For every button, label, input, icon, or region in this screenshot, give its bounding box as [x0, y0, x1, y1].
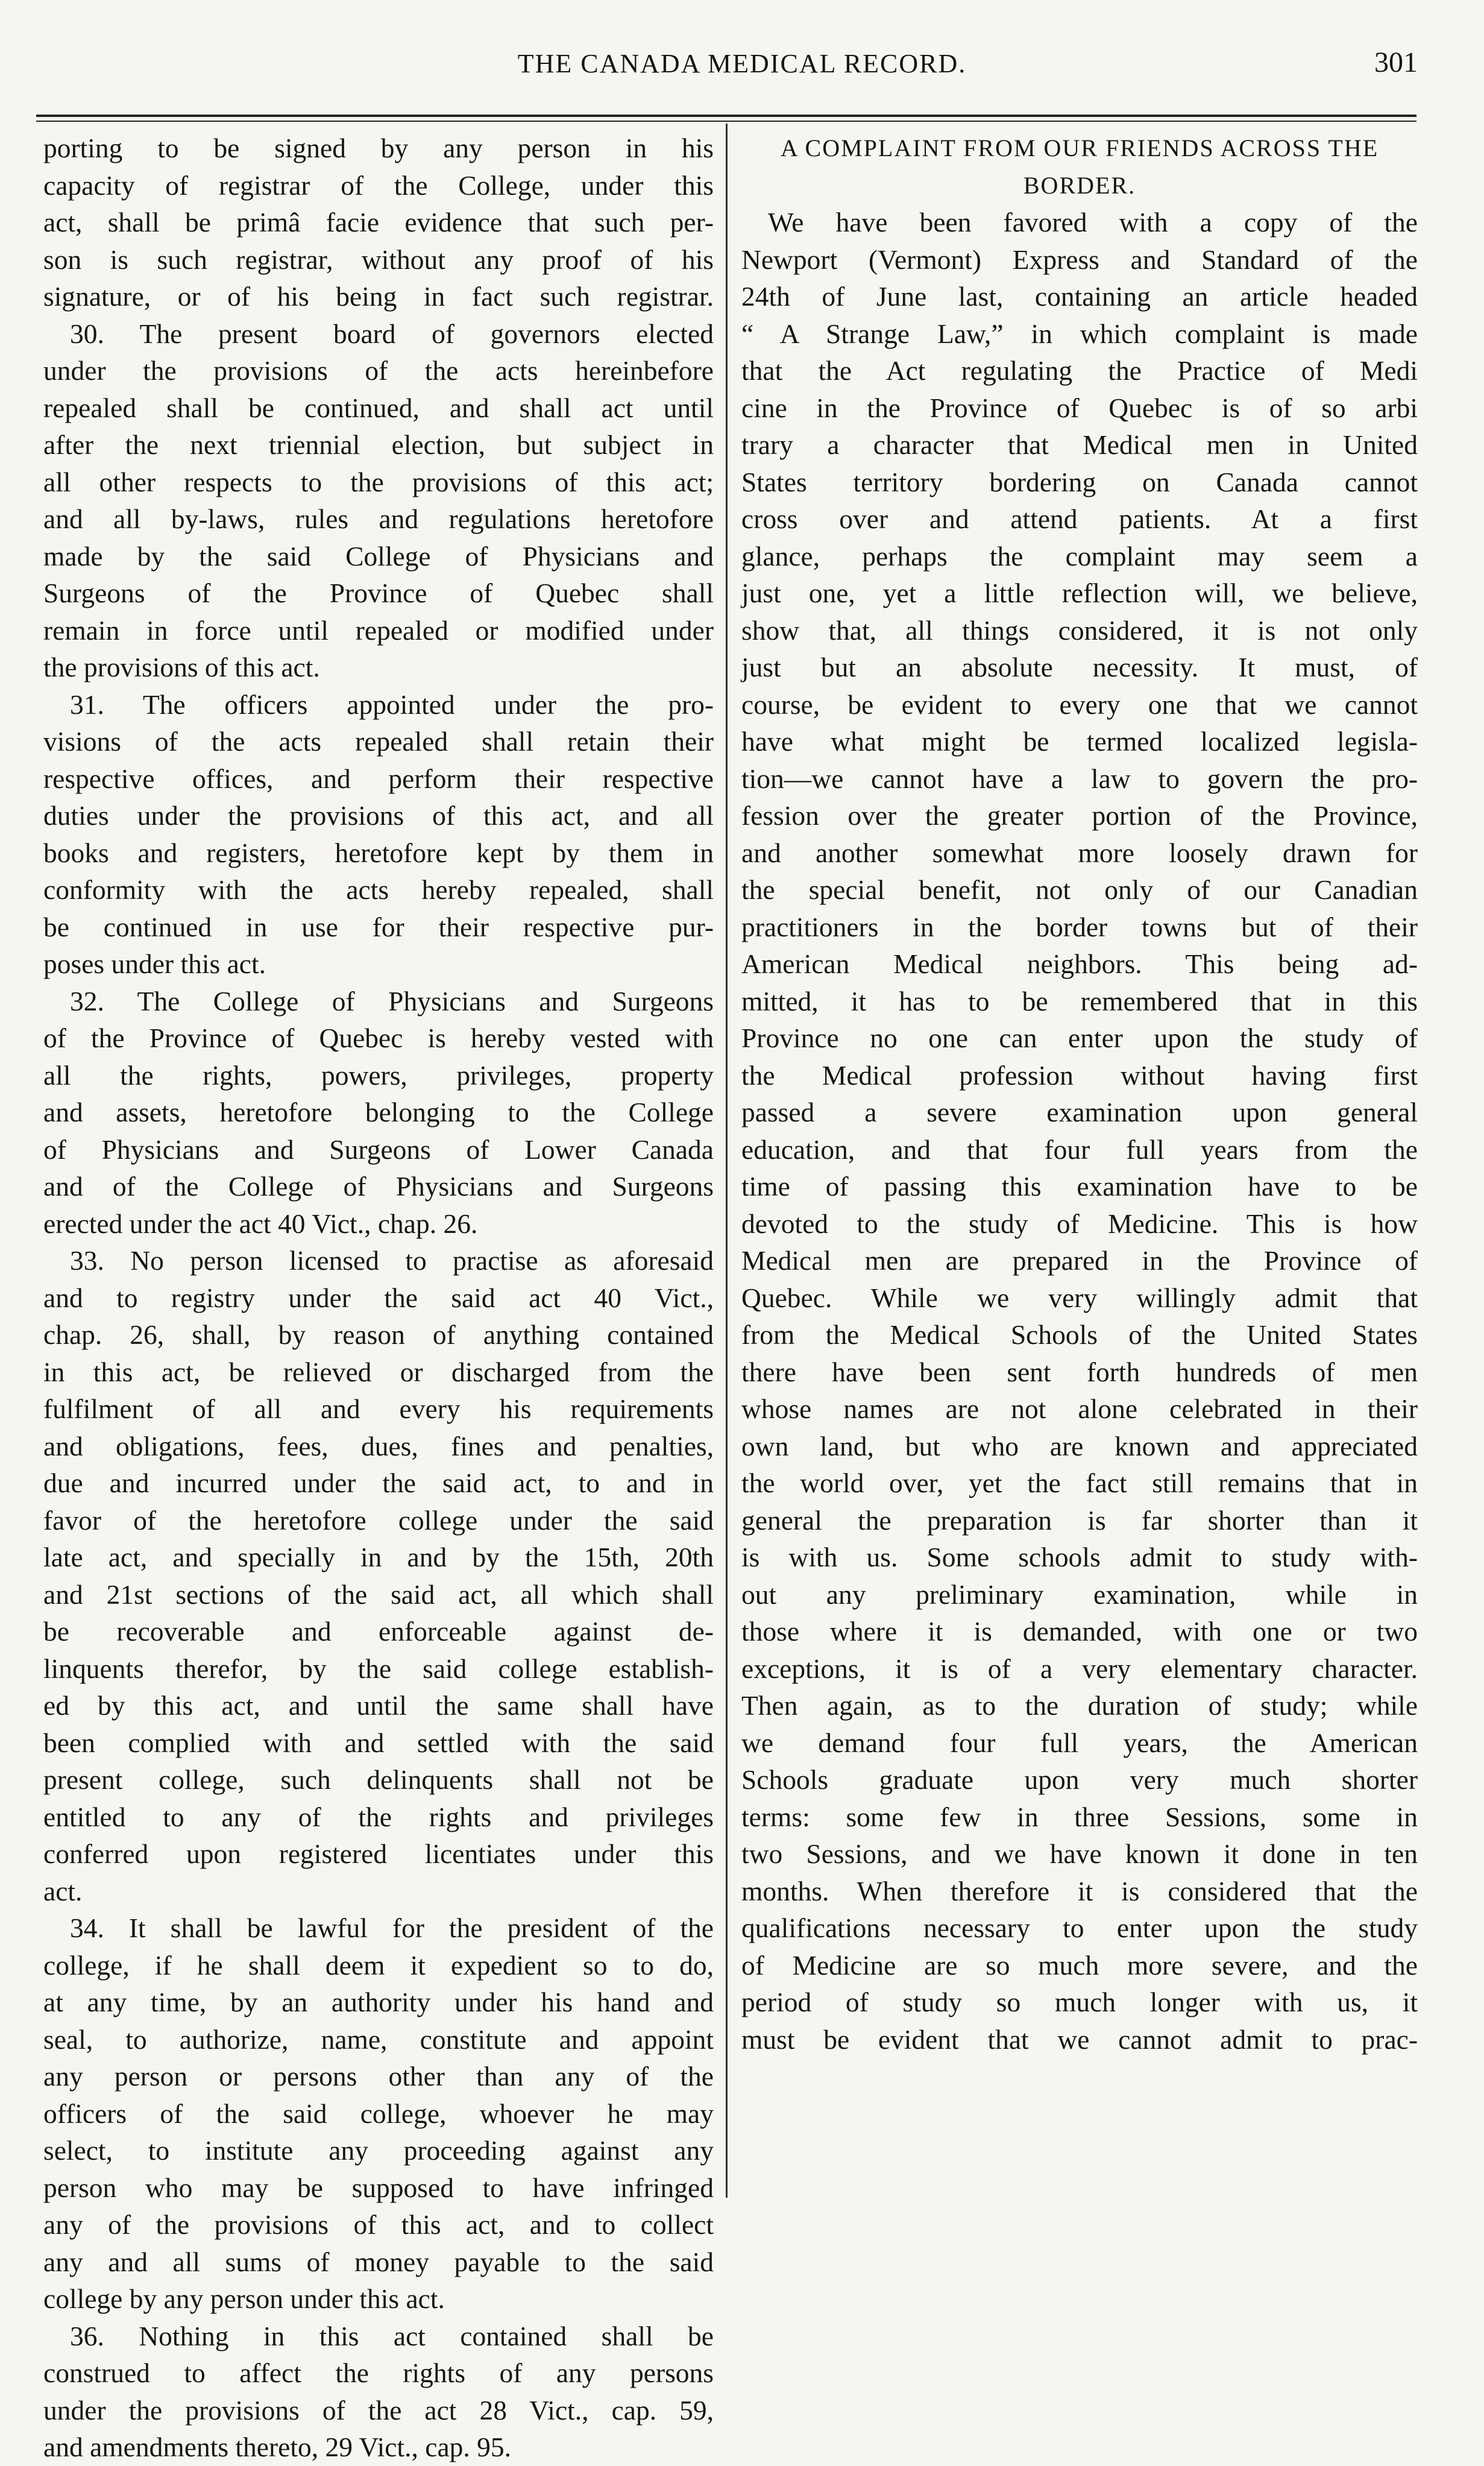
- text-line: due and incurred under the said act, to and in: [43, 1468, 714, 1498]
- text-line: porting to be signed by any person in his: [43, 133, 714, 163]
- text-line: fulfilment of all and every his requirements: [43, 1393, 714, 1424]
- left-column-text: [43, 130, 714, 2466]
- text-line: American Medical neighbors. This being ad-: [741, 948, 1418, 979]
- text-line: cine in the Province of Quebec is of so arbi: [741, 392, 1418, 423]
- text-line: practitioners in the border towns but of their: [741, 911, 1418, 942]
- text-line: capacity of registrar of the College, under this: [43, 169, 714, 201]
- text-line: Surgeons of the Province of Quebec shall: [43, 578, 714, 608]
- text-line: conformity with the acts hereby repealed, shall: [43, 874, 714, 905]
- text-line: Then again, as to the duration of study; while: [741, 1690, 1418, 1721]
- text-line: erected under the act 40 Vict., chap. 26.: [43, 1208, 478, 1239]
- text-line: books and registers, heretofore kept by them in: [43, 837, 714, 868]
- text-line: respective offices, and perform their respective: [43, 763, 714, 794]
- article-heading-line-2: BORDER.: [1023, 171, 1136, 199]
- text-line: two Sessions, and we have known it done in ten: [741, 1838, 1418, 1869]
- text-line: own land, but who are known and appreciated: [741, 1430, 1418, 1462]
- text-line: select, to institute any proceeding against any: [43, 2135, 714, 2166]
- text-line: ed by this act, and until the same shall have: [43, 1690, 714, 1721]
- header-rule-thin: [36, 121, 1416, 122]
- text-line: of Physicians and Surgeons of Lower Canada: [43, 1134, 714, 1165]
- text-line: the Medical profession without having first: [741, 1059, 1418, 1091]
- text-line: tion—we cannot have a law to govern the pro-: [741, 763, 1418, 794]
- text-line: time of passing this examination have to be: [741, 1171, 1418, 1202]
- text-line: poses under this act.: [43, 948, 266, 979]
- text-line: made by the said College of Physicians and: [43, 540, 714, 572]
- text-line: just one, yet a little reflection will, we believe,: [741, 578, 1418, 608]
- text-line: present college, such delinquents shall not be: [43, 1764, 714, 1795]
- text-line: any of the provisions of this act, and to collect: [43, 2209, 714, 2240]
- text-line: under the provisions of the act 28 Vict., cap. 59,: [43, 2394, 714, 2426]
- text-line: 34. It shall be lawful for the president of the: [70, 1913, 714, 1943]
- text-line: remain in force until repealed or modified under: [43, 614, 714, 646]
- running-title: THE CANADA MEDICAL RECORD.: [517, 49, 967, 78]
- text-line: all other respects to the provisions of this act;: [43, 466, 714, 497]
- text-line: education, and that four full years from the: [741, 1134, 1418, 1165]
- text-line: out any preliminary examination, while in: [741, 1578, 1418, 1610]
- text-line: those where it is demanded, with one or two: [741, 1616, 1418, 1647]
- text-line: construed to affect the rights of any persons: [43, 2357, 714, 2388]
- text-line: 33. No person licensed to practise as aforesaid: [70, 1245, 714, 1276]
- text-line: 24th of June last, containing an article headed: [741, 281, 1418, 312]
- text-line: be continued in use for their respective pur-: [43, 911, 714, 942]
- text-line: whose names are not alone celebrated in their: [741, 1393, 1418, 1424]
- text-line: officers of the said college, whoever he may: [43, 2098, 714, 2129]
- text-line: terms: some few in three Sessions, some in: [741, 1801, 1418, 1832]
- right-column: [741, 130, 1418, 2180]
- text-line: glance, perhaps the complaint may seem a: [741, 540, 1418, 572]
- text-line: visions of the acts repealed shall retain their: [43, 726, 714, 757]
- text-line: is with us. Some schools admit to study with-: [741, 1542, 1418, 1572]
- text-line: act.: [43, 1875, 83, 1906]
- text-line: chap. 26, shall, by reason of anything contained: [43, 1319, 714, 1350]
- text-line: fession over the greater portion of the Province,: [741, 800, 1418, 831]
- text-line: any and all sums of money payable to the said: [43, 2246, 714, 2277]
- header-rule: [36, 115, 1416, 117]
- text-line: and amendments thereto, 29 Vict., cap. 95.: [43, 2432, 512, 2462]
- text-line: be recoverable and enforceable against de-: [43, 1616, 714, 1647]
- text-line: must be evident that we cannot admit to prac-: [741, 2023, 1418, 2055]
- text-line: favor of the heretofore college under the said: [43, 1504, 714, 1536]
- text-line: college, if he shall deem it expedient so to do,: [43, 1949, 714, 1981]
- text-line: 36. Nothing in this act contained shall be: [70, 2320, 714, 2351]
- text-line: act, shall be primâ facie evidence that such per-: [43, 207, 714, 238]
- text-line: under the provisions of the acts hereinbefore: [43, 355, 714, 386]
- text-line: been complied with and settled with the said: [43, 1727, 714, 1758]
- text-line: that the Act regulating the Practice of Medi: [741, 355, 1418, 386]
- text-line: devoted to the study of Medicine. This is how: [741, 1208, 1418, 1239]
- text-line: college by any person under this act.: [43, 2283, 445, 2314]
- text-line: and another somewhat more loosely drawn for: [741, 837, 1418, 868]
- text-line: conferred upon registered licentiates under this: [43, 1838, 714, 1869]
- text-line: and assets, heretofore belonging to the College: [43, 1097, 714, 1127]
- text-line: entitled to any of the rights and privileges: [43, 1801, 714, 1832]
- text-line: qualifications necessary to enter upon the study: [741, 1913, 1418, 1943]
- text-line: and of the College of Physicians and Surgeons: [43, 1171, 714, 1202]
- text-line: signature, or of his being in fact such registrar.: [43, 281, 714, 312]
- text-line: have what might be termed localized legisla-: [741, 726, 1418, 757]
- text-line: late act, and specially in and by the 15th, 20th: [43, 1542, 714, 1572]
- text-line: trary a character that Medical men in United: [741, 429, 1418, 460]
- text-line: linquents therefor, by the said college establish-: [43, 1653, 714, 1684]
- text-line: period of study so much longer with us, it: [741, 1987, 1418, 2017]
- text-line: all the rights, powers, privileges, property: [43, 1059, 714, 1091]
- text-line: repealed shall be continued, and shall act until: [43, 392, 714, 423]
- text-line: “ A Strange Law,” in which complaint is made: [741, 318, 1418, 349]
- text-line: 31. The officers appointed under the pro-: [70, 689, 714, 720]
- text-line: after the next triennial election, but subject in: [43, 429, 714, 460]
- text-line: show that, all things considered, it is not only: [741, 614, 1418, 646]
- text-line: States territory bordering on Canada cannot: [741, 466, 1418, 497]
- page-number: 301: [1374, 46, 1418, 78]
- text-line: mitted, it has to be remembered that in this: [741, 985, 1418, 1017]
- text-line: there have been sent forth hundreds of men: [741, 1356, 1418, 1387]
- page-header: [0, 42, 1484, 84]
- text-line: course, be evident to every one that we cannot: [741, 689, 1418, 720]
- text-line: 30. The present board of governors elected: [70, 318, 714, 349]
- text-line: We have been favored with a copy of the: [768, 207, 1418, 238]
- text-line: Province no one can enter upon the study of: [741, 1023, 1418, 1053]
- text-line: months. When therefore it is considered that the: [741, 1875, 1418, 1906]
- text-line: and 21st sections of the said act, all which shall: [43, 1578, 714, 1610]
- text-line: of the Province of Quebec is hereby vested with: [43, 1023, 714, 1053]
- text-line: Newport (Vermont) Express and Standard of the: [741, 244, 1418, 275]
- text-line: the special benefit, not only of our Canadian: [741, 874, 1418, 905]
- column-divider: [726, 124, 728, 2198]
- article-heading-line-1: A COMPLAINT FROM OUR FRIENDS ACROSS THE: [780, 134, 1379, 162]
- text-line: exceptions, it is of a very elementary character.: [741, 1653, 1418, 1684]
- text-line: cross over and attend patients. At a first: [741, 503, 1418, 534]
- text-line: passed a severe examination upon general: [741, 1097, 1418, 1127]
- text-line: any person or persons other than any of the: [43, 2061, 714, 2092]
- text-line: Quebec. While we very willingly admit that: [741, 1282, 1418, 1313]
- text-line: just but an absolute necessity. It must, of: [741, 652, 1418, 683]
- text-line: general the preparation is far shorter than it: [741, 1504, 1418, 1536]
- text-line: the world over, yet the fact still remains that in: [741, 1468, 1418, 1498]
- text-line: Medical men are prepared in the Province of: [741, 1245, 1418, 1276]
- text-line: 32. The College of Physicians and Surgeons: [70, 985, 714, 1017]
- text-line: seal, to authorize, name, constitute and appoint: [43, 2023, 714, 2055]
- text-line: son is such registrar, without any proof of his: [43, 244, 714, 275]
- text-line: of Medicine are so much more severe, and the: [741, 1949, 1418, 1981]
- left-column: [43, 130, 714, 2462]
- article-text: [741, 204, 1418, 2058]
- text-line: duties under the provisions of this act, and all: [43, 800, 714, 831]
- text-line: and to registry under the said act 40 Vict.,: [43, 1282, 714, 1313]
- text-line: Schools graduate upon very much shorter: [741, 1764, 1418, 1795]
- text-line: and all by-laws, rules and regulations heretofore: [43, 503, 714, 534]
- text-line: person who may be supposed to have infringed: [43, 2172, 714, 2203]
- text-line: at any time, by an authority under his hand and: [43, 1987, 714, 2017]
- text-line: in this act, be relieved or discharged from the: [43, 1356, 714, 1387]
- text-line: from the Medical Schools of the United States: [741, 1319, 1418, 1350]
- text-line: the provisions of this act.: [43, 652, 320, 683]
- text-line: we demand four full years, the American: [741, 1727, 1418, 1758]
- text-line: and obligations, fees, dues, fines and penalties,: [43, 1430, 714, 1462]
